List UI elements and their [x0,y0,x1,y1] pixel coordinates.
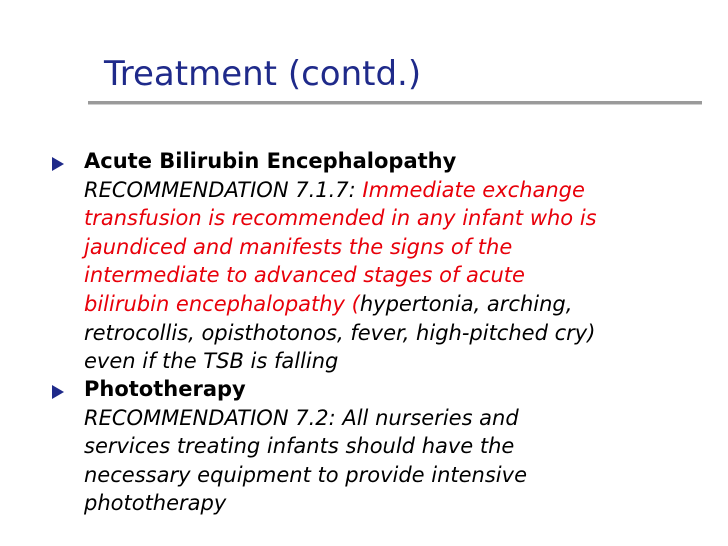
bullet-acute-bilirubin-encephalopathy [84,147,714,376]
bullet-text-line: transfusion is recommended in any infant who is [84,206,597,231]
bullet-heading: Acute Bilirubin Encephalopathy [84,149,457,173]
bullet-text-line: jaundiced and manifests the signs of the [84,234,513,259]
bullet-heading: Phototherapy [84,377,246,401]
bullet-text-line [84,290,714,319]
bullet-text-line: retrocollis, opisthotonos, fever, high-pitched cry) [84,320,596,345]
bullet-text-line: RECOMMENDATION 7.2: All nurseries and [84,405,519,430]
bullet-text-line: services treating infants should have the [84,434,515,459]
slide-title: Treatment (contd.) [104,54,422,94]
triangle-bullet-icon [52,385,64,399]
bullet-text-line [84,176,714,205]
bullet-text-line: even if the TSB is falling [84,349,339,374]
recommendation-emphasis: bilirubin encephalopathy ( [84,291,360,316]
recommendation-emphasis: Immediate exchange [362,177,585,202]
bullet-text-line: necessary equipment to provide intensive [84,462,527,487]
recommendation-label: RECOMMENDATION 7.1.7: [84,177,363,202]
triangle-bullet-icon [52,157,64,171]
bullet-text-line: intermediate to advanced stages of acute [84,263,525,288]
bullet-text-line: phototherapy [84,491,227,516]
bullet-phototherapy [84,375,714,518]
signs-list: hypertonia, arching, [359,291,573,316]
